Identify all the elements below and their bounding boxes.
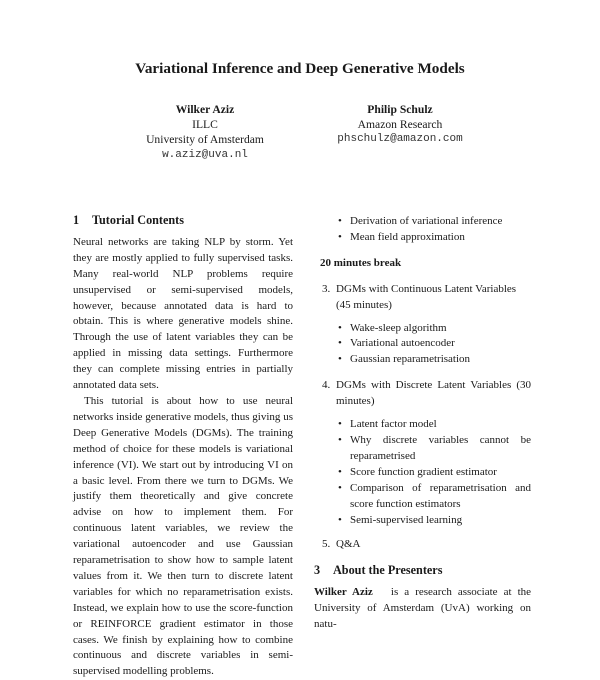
right-column <box>314 214 532 633</box>
outline-item <box>318 378 531 410</box>
bullet-list <box>328 214 531 246</box>
author-email[interactable]: phschulz@amazon.com <box>337 133 463 146</box>
section-heading <box>314 563 531 579</box>
section-number: 1 <box>73 213 80 227</box>
list-item: • Mean field approximation <box>328 230 531 246</box>
paper-title: Variational Inference and Deep Generative Models <box>135 60 465 77</box>
item-title: DGMs with Discrete Latent Variables (30 minutes) <box>336 379 531 408</box>
list-item: • Gaussian reparametrisation <box>328 352 531 368</box>
list-item: • Wake-sleep algorithm <box>328 321 531 337</box>
paragraph: This tutorial is about how to use neural networks inside generative models, thus giving us Deep Generative Models (DGMs). The training method of choice for these models is variational inference (VI). We start out by introducing VI on a basic level. From there we turn to DGMs. We justify them theoretically and give concrete advise on how to implement them. For continuous latent variables, we review the variational autoencoder and use Gaussian reparametrisation to show how to sample latent values from it. We then turn to discrete latent variables for which no reparametrisation exists. Instead, we explain how to use the score-function or REINFORCE gradient estimator in those cases. We finish by explaining how to combine continuous and discrete variables in semi-supervised modelling problems. <box>73 394 293 678</box>
list-item: • Why discrete variables cannot be reparametrised <box>328 433 531 465</box>
author-email[interactable]: w.aziz@uva.nl <box>162 148 248 161</box>
outline-item <box>318 537 531 553</box>
author-block-1 <box>95 102 315 163</box>
author-name: Wilker Aziz <box>175 103 235 116</box>
item-number: 5. <box>322 538 331 551</box>
list-item: • Comparison of reparametrisation and score function estimators <box>328 481 531 513</box>
presenter-bio: is a research associate at the University of Amsterdam (UvA) working on natu- <box>314 586 532 631</box>
left-column <box>73 213 293 680</box>
bullet-list <box>328 321 531 369</box>
author-affiliation: ILLC <box>192 118 218 132</box>
section-number: 3 <box>314 563 321 578</box>
item-title: Q&A <box>336 538 361 551</box>
presenter-name: Wilker Aziz <box>314 586 373 599</box>
outline-item <box>318 282 531 314</box>
list-item: • Variational autoencoder <box>328 336 531 352</box>
list-item: • Score function gradient estimator <box>328 465 531 481</box>
section-title: Tutorial Contents <box>92 213 184 227</box>
section-title: About the Presenters <box>333 563 443 578</box>
list-item: • Semi-supervised learning <box>328 513 531 529</box>
list-item: • Derivation of variational inference <box>328 214 531 230</box>
author-affiliation: University of Amsterdam <box>146 133 264 147</box>
section-heading <box>73 213 293 229</box>
author-name: Philip Schulz <box>367 103 433 116</box>
break-label: 20 minutes break <box>320 256 402 269</box>
item-title: DGMs with Continuous Latent Variables (45 minutes) <box>336 282 517 311</box>
item-number: 4. <box>322 379 331 392</box>
item-number: 3. <box>322 282 331 295</box>
author-affiliation: Amazon Research <box>357 118 443 132</box>
bullet-list <box>328 417 531 528</box>
author-block-2 <box>290 102 510 148</box>
paragraph: Neural networks are taking NLP by storm. Yet they are mostly applied to fully supervised tasks. Many real-world NLP problems require unsupervised or semi-supervised models, however, because annotated data is hard to obtain. This is where generative models shine. Through the use of latent variables they can be applied in missing data settings. Furthermore they can complete missing entries in partially annotated data sets. <box>73 235 293 392</box>
paragraph <box>314 585 531 633</box>
list-item: • Latent factor model <box>328 417 531 433</box>
